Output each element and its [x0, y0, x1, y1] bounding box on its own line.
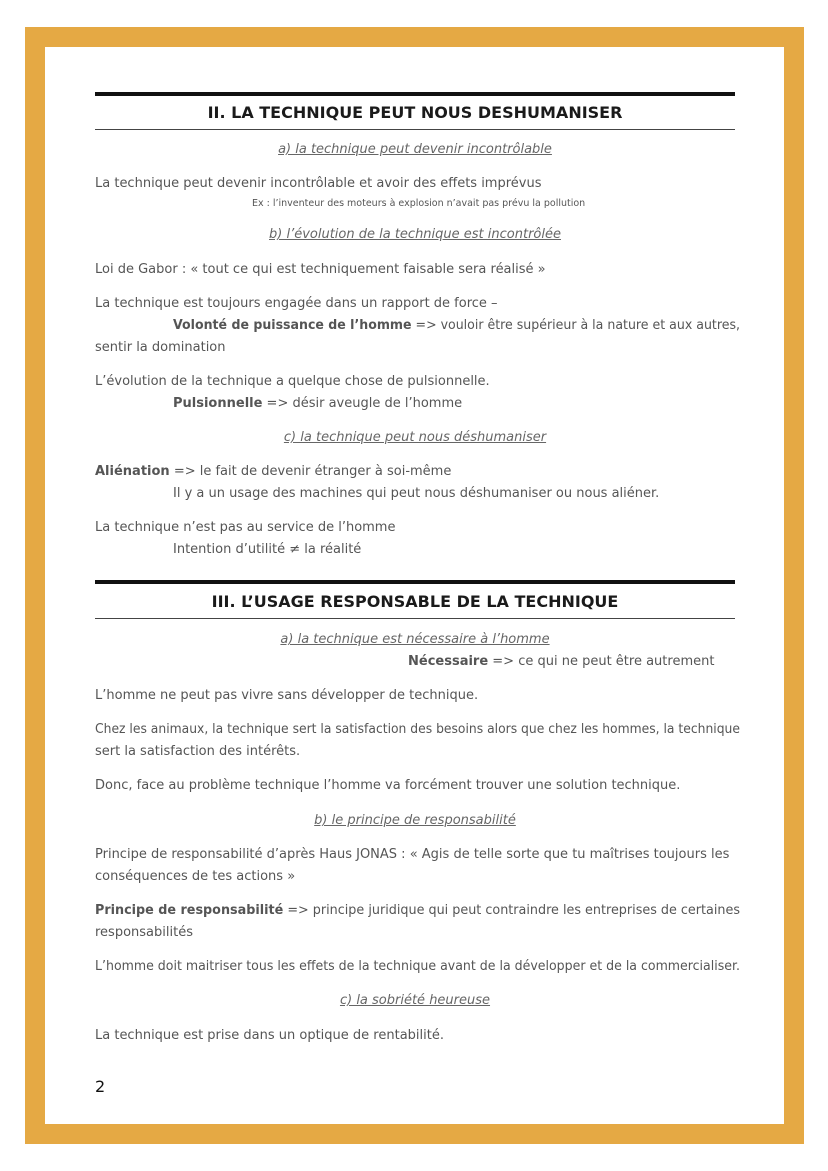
section-3-c-rentabilite: La technique est prise dans un optique de rentabilité.	[95, 1028, 444, 1043]
principe-definition: => principe juridique qui peut contraindre les entreprises de certaines	[283, 903, 740, 918]
section-2-a-text: La technique peut devenir incontrôlable et avoir des effets imprévus	[95, 176, 542, 191]
section-3-b-principe	[95, 902, 740, 920]
volonte-definition: => vouloir être supérieur à la nature et aux autres,	[411, 318, 741, 333]
section-3-b-jonas-line-2: conséquences de tes actions »	[95, 869, 296, 884]
section-2-c-heading: c) la technique peut nous déshumaniser	[283, 430, 547, 445]
section-3-b-jonas-line-1: Principe de responsabilité d’après Haus JONAS : « Agis de telle sorte que tu maîtrises toujours les	[95, 847, 730, 862]
section-2-a-example: Ex : l’inventeur des moteurs à explosion n’avait pas prévu la pollution	[252, 198, 586, 209]
section-2-b-pulsion: L’évolution de la technique a quelque chose de pulsionnelle.	[95, 374, 490, 389]
necessaire-term: Nécessaire	[408, 654, 489, 669]
pulsion-definition: => désir aveugle de l’homme	[262, 396, 463, 411]
section-3-a-vivre: L’homme ne peut pas vivre sans développer de technique.	[95, 688, 479, 703]
section-3-b-maitriser: L’homme doit maitriser tous les effets de la technique avant de la développer et de la commercialiser.	[95, 959, 740, 974]
section-2-c-usage: Il y a un usage des machines qui peut nous déshumaniser ou nous aliéner.	[173, 486, 660, 501]
section-2-a-heading: a) la technique peut devenir incontrôlable	[278, 142, 552, 157]
section-2-b-volonte-cont: sentir la domination	[95, 340, 226, 355]
principe-term: Principe de responsabilité	[95, 903, 284, 918]
section-2-top-rule	[95, 92, 735, 96]
section-3-a-necessaire	[408, 653, 714, 671]
volonte-term: Volonté de puissance de l’homme	[173, 318, 412, 333]
section-2-title: II. LA TECHNIQUE PEUT NOUS DESHUMANISER	[207, 103, 623, 122]
section-3-b-principe-cont: responsabilités	[95, 925, 193, 940]
section-3-a-animaux-line-1: Chez les animaux, la technique sert la satisfaction des besoins alors que chez les hommes, la technique	[95, 722, 740, 737]
section-3-bottom-rule	[95, 618, 735, 619]
section-3-b-heading: b) le principe de responsabilité	[314, 813, 516, 828]
pulsion-term: Pulsionnelle	[173, 396, 263, 411]
section-3-a-donc: Donc, face au problème technique l’homme va forcément trouver une solution technique.	[95, 778, 681, 793]
alienation-term: Aliénation	[95, 464, 170, 479]
section-3-a-heading: a) la technique est nécessaire à l’homme	[280, 632, 550, 647]
section-2-c-intention: Intention d’utilité ≠ la réalité	[173, 542, 362, 557]
page-number: 2	[95, 1077, 106, 1096]
section-2-c-alienation	[95, 463, 451, 481]
necessaire-definition: => ce qui ne peut être autrement	[488, 654, 715, 669]
section-3-c-heading: c) la sobriété heureuse	[339, 993, 491, 1008]
section-3-a-animaux-line-2: sert la satisfaction des intérêts.	[95, 744, 301, 759]
section-2-b-gabor: Loi de Gabor : « tout ce qui est techniquement faisable sera réalisé »	[95, 262, 546, 277]
section-2-b-force: La technique est toujours engagée dans un rapport de force –	[95, 296, 498, 311]
section-2-b-heading: b) l’évolution de la technique est incontrôlée	[269, 227, 561, 242]
section-3-top-rule	[95, 580, 735, 584]
section-2-bottom-rule	[95, 129, 735, 130]
section-2-c-service: La technique n’est pas au service de l’homme	[95, 520, 396, 535]
section-3-title: III. L’USAGE RESPONSABLE DE LA TECHNIQUE	[211, 592, 619, 611]
alienation-definition: => le fait de devenir étranger à soi-même	[169, 464, 452, 479]
section-2-b-pulsion-def	[173, 395, 462, 413]
section-2-b-volonte	[173, 317, 740, 335]
